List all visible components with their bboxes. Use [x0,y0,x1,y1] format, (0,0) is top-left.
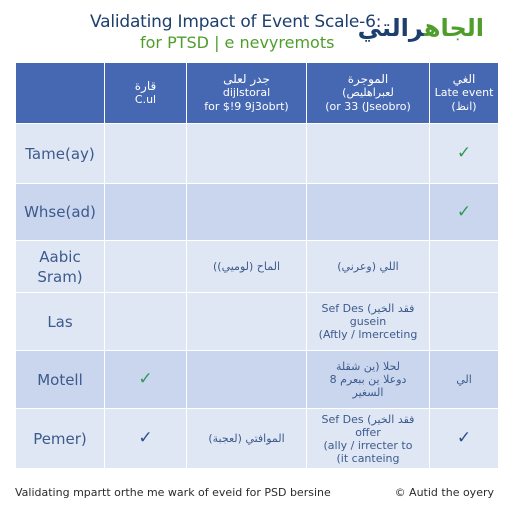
scale-table [15,62,499,469]
row-label: Motell [16,351,105,409]
table-cell [307,351,430,409]
table-row [16,241,499,293]
check-icon: ✓ [456,428,472,448]
row-label: Pemer) [16,409,105,469]
row-label: Las [16,293,105,351]
check-icon: ✓ [138,428,153,448]
table-cell [430,409,499,469]
check-icon: ✓ [456,143,472,163]
table-cell [307,409,430,469]
check-icon: ✓ [138,369,153,389]
cell-text: السغير [352,386,384,399]
header-text: قارة [134,79,157,93]
header-cell-corner [16,63,105,124]
table-cell [187,184,307,241]
table-cell [430,351,499,409]
cell-text: Sef Des (فقد الخير [321,412,415,426]
table-cell [430,293,499,351]
table-cell [430,184,499,241]
header-text: (لعبراهليص [342,86,394,99]
header-text: الغي [452,72,476,86]
row-label: Tame(ay) [16,124,105,184]
cell-text: (it canteing [336,451,400,465]
table-cell [187,351,307,409]
header-text: الموجرة [347,72,389,86]
table-cell [187,409,307,469]
table-row [16,293,499,351]
title-line-2: for PTSD | e nevyremots [140,33,335,52]
header-cell-1 [105,63,187,124]
table-row [16,124,499,184]
table-row [16,184,499,241]
table-cell [105,241,187,293]
title-arabic-dark: رالتي [357,14,424,42]
table-cell [105,124,187,184]
title-arabic [358,14,484,42]
table-cell [307,241,430,293]
footer-caption: Validating mpartt orthe me wark of eveid for PSD bersine [15,486,331,499]
cell-text: (Aftly / lmerceting [318,328,418,341]
table-cell [105,351,187,409]
table-cell [105,184,187,241]
header-text: C.ul [134,93,157,106]
check-icon: ✓ [456,201,472,222]
title-line-1: Validating Impact of Event Scale-6: [90,12,382,32]
cell-text: (ally / irrecter to [323,438,413,452]
table-cell [430,124,499,184]
table-header-row [16,63,499,124]
header-cell-4 [430,63,499,124]
header-text: جدر لعلى [223,72,270,86]
table-cell [105,409,187,469]
row-label: Aabic Sram) [16,241,105,293]
header-text: (انظ) [451,100,477,113]
cell-text: الي [456,373,472,386]
table-row [16,409,499,469]
table-cell [187,124,307,184]
cell-text: (الماح (لوميي) [212,260,280,273]
table-cell [187,241,307,293]
footer-credit: © Autid the oyery [394,486,494,499]
cell-text: Sef Des (فقد الخير [321,302,415,315]
cell-text: (الموافتي (لعجبة [208,432,285,445]
header-cell-2 [187,63,307,124]
table-cell [430,241,499,293]
cell-text: (اللي (وعرني [337,260,399,273]
table-cell [105,293,187,351]
header-text: dijlstoral [222,86,271,99]
table-cell [307,184,430,241]
header-cell-3 [307,63,430,124]
header-text: (or 33 (Jseobro) [325,100,411,113]
header-text: Late event [434,86,494,99]
table-cell [307,293,430,351]
cell-text: دوعلا ين ببعرم 8 [329,373,407,386]
row-label: Whse(ad) [16,184,105,241]
cell-text: offer [355,425,381,439]
title-arabic-green: الجاه [423,14,484,42]
table-cell [187,293,307,351]
cell-text: gusein [349,315,387,328]
table-cell [307,124,430,184]
header-text: for $!9 9j3obrt) [204,100,289,113]
table-row [16,351,499,409]
cell-text: لحلا (ين شقلة [335,360,401,373]
